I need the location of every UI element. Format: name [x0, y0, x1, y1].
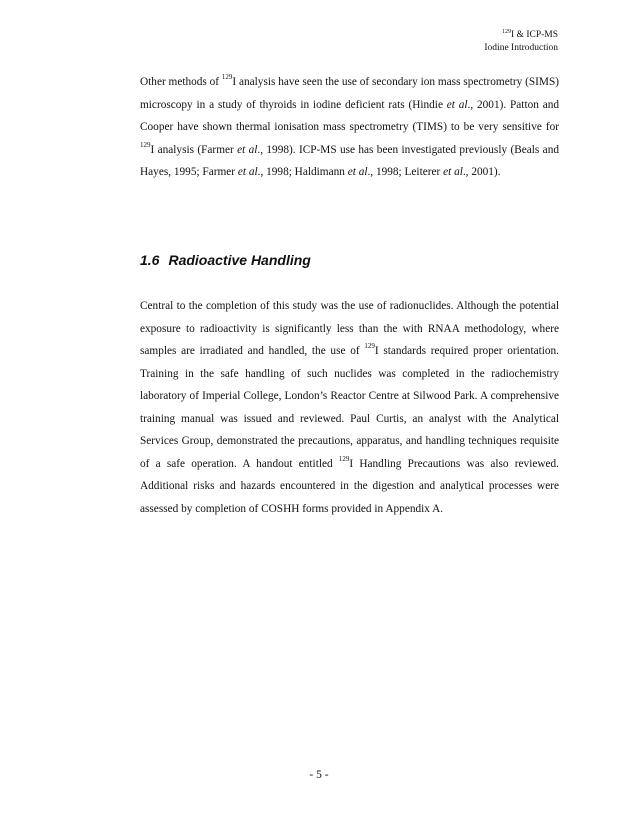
text-run: I analysis (Farmer [150, 143, 238, 156]
text-run: I standards required proper orientation. Training in the safe handling of such nuclides was completed in the radiochemistry laboratory of Imperial College, London’s Reactor Centre at Silwood Park. A comprehensive training manual was issued and reviewed. Paul Curtis, an analyst with the Analytical Services Group, demonstrated the precautions, apparatus, and handling techniques requisite of a safe operation. A handout entitled [140, 345, 560, 470]
isotope-superscript: 129 [364, 342, 375, 350]
running-header-subtitle: Iodine Introduction [484, 43, 558, 53]
running-header-title: I & ICP-MS [511, 30, 558, 40]
citation-etal: et al [443, 166, 463, 178]
section-title: Radioactive Handling [168, 252, 311, 268]
paragraph-analysis-methods [140, 71, 559, 184]
running-header-line1 [484, 29, 558, 42]
running-header [484, 29, 558, 55]
text-run: I analysis have seen the use of secondary ion mass spectrometry (SIMS) microscopy in a study of thyroids in iodine deficient rats (Hindie [140, 76, 559, 111]
page-number: - 5 - [309, 769, 329, 781]
citation-etal: et al [347, 166, 368, 178]
citation-etal: et al [237, 143, 258, 156]
text-run: ., 1998; Haldimann [257, 166, 348, 178]
section-heading [140, 252, 311, 268]
section-number: 1.6 [140, 252, 160, 268]
text-run: Central to the completion of this study was the use of radionuclides. Although the potential exposure to radioactivity is significantly less than the with RNAA methodology, where samples are irradiated and handled, the use of [140, 300, 559, 357]
text-run: ., 1998; Leiterer [367, 166, 444, 178]
text-run: I Handling Precautions was also reviewed. Additional risks and hazards encountered in the digestion and analytical processes were assessed by completion of COSHH forms provided in Appendix A. [140, 457, 559, 515]
citation-etal: et al [237, 166, 258, 178]
isotope-superscript: 129 [221, 73, 233, 81]
text-run: ., 1998). ICP-MS use has been investigated previously (Beals and Hayes, 1995; Farmer [140, 143, 559, 178]
isotope-superscript: 129 [338, 454, 350, 463]
isotope-superscript: 129 [502, 29, 512, 35]
paragraph-radioactive-handling [140, 295, 559, 520]
text-run: ., 2001). [462, 166, 501, 178]
isotope-superscript: 129 [140, 140, 151, 149]
text-run: Other methods of [140, 76, 222, 88]
text-run: ., 2001). Patton and Cooper have shown thermal ionisation mass spectrometry (TIMS) to be very sensitive for [140, 98, 560, 133]
citation-etal: et al [446, 98, 468, 111]
